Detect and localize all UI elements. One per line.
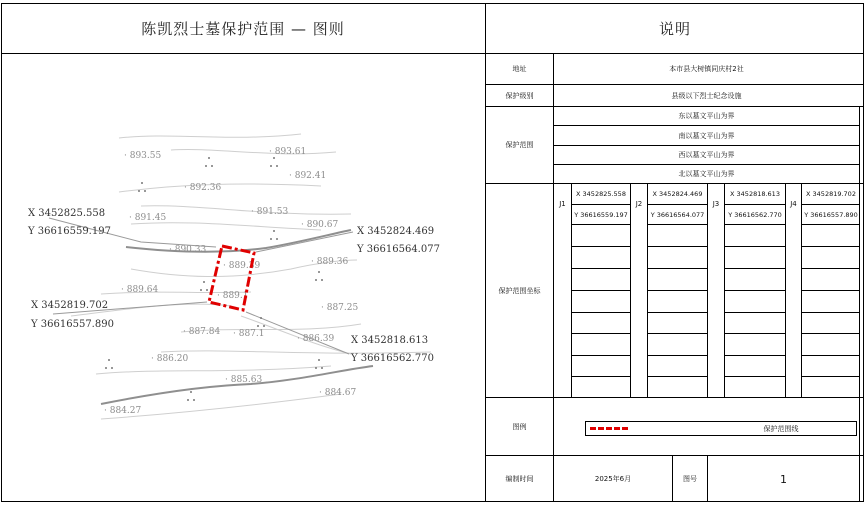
elevation-label: · 891.53: [251, 207, 289, 217]
legend-line-sample: [590, 427, 628, 430]
grid-rule: [572, 376, 630, 377]
contour-line: [141, 206, 351, 214]
elevation-label: · 884.67: [319, 388, 357, 398]
elevation-label: · 887.1: [233, 329, 265, 339]
coord-x-label: X 3452819.702: [31, 300, 109, 311]
grid-rule: [802, 376, 859, 377]
point-j3-y: Y 36616562.770: [728, 210, 782, 219]
grass-symbol: [105, 359, 113, 369]
address-label: 地址: [512, 65, 527, 73]
coord-x-label: X 3452818.613: [351, 335, 429, 346]
contour-line: [119, 134, 301, 138]
point-j2-x: X 3452824.469: [652, 190, 703, 198]
grid-rule: [648, 204, 707, 205]
point-j2-y: Y 36616564.077: [650, 210, 705, 219]
grid-rule: [802, 224, 859, 225]
range-north: 北以墓文平山为界: [678, 170, 735, 178]
grid-rule: [725, 312, 785, 313]
elevation-label: · 893.61: [269, 147, 307, 157]
coord-y-label: Y 36616564.077: [357, 244, 440, 255]
elevation-label: · 892.36: [184, 183, 222, 193]
elevation-label: · 889.1: [217, 291, 249, 301]
grid-rule: [648, 355, 707, 356]
point-j4-x: X 3452819.702: [806, 190, 856, 198]
elevation-label: · 890.33: [169, 245, 207, 255]
leader-line: [256, 232, 353, 252]
date-value: 2025年6月: [594, 475, 632, 483]
contour-line: [126, 230, 351, 252]
grid-rule: [725, 355, 785, 356]
level-label: 保护级别: [505, 91, 534, 100]
range-south: 南以墓文平山为界: [678, 131, 735, 140]
elevation-label: · 886.39: [297, 334, 335, 344]
grid-rule: [802, 333, 859, 334]
grid-rule: [725, 204, 785, 205]
grid-rule: [725, 268, 785, 269]
address-value: 本市县大树镇同庆村2社: [669, 65, 744, 73]
point-id-j1: J1: [559, 200, 566, 208]
grid-rule: [572, 312, 630, 313]
grid-rule: [572, 333, 630, 334]
grid-rule: [572, 268, 630, 269]
coord-y-label: Y 36616559.197: [28, 226, 111, 237]
elevation-label: · 889.39: [223, 261, 261, 271]
grass-symbol: [138, 182, 146, 192]
coord-x-label: X 3452824.469: [357, 226, 435, 237]
elevation-label: · 889.64: [121, 285, 159, 295]
grass-symbol: [315, 359, 323, 369]
grid-rule: [572, 204, 630, 205]
range-west: 西以墓文平山为界: [678, 151, 735, 159]
point-j1-x: X 3452825.558: [576, 190, 626, 198]
grid-rule: [648, 290, 707, 291]
point-j4-y: Y 36616557.890: [804, 210, 858, 219]
coordinate-labels: [27, 208, 440, 364]
point-j1-y: Y 36616559.197: [574, 210, 628, 219]
elevation-label: · 887.25: [321, 303, 359, 313]
grass-symbol: [270, 230, 278, 240]
legend-label: 图例: [512, 422, 527, 431]
grid-rule: [725, 376, 785, 377]
level-value: 县级以下烈士纪念设施: [671, 91, 742, 100]
grid-rule: [572, 290, 630, 291]
contour-line: [96, 366, 331, 374]
elevation-label: · 887.84: [183, 327, 221, 337]
elevation-label: · 886.20: [151, 354, 189, 364]
elevation-label: · 891.45: [129, 213, 167, 223]
range-right-rule: [859, 106, 860, 183]
grass-symbol: [205, 157, 213, 167]
point-j3-x: X 3452818.613: [730, 190, 780, 198]
grass-symbol: [315, 271, 323, 281]
grid-rule: [648, 312, 707, 313]
grass-symbol: [187, 391, 195, 401]
grid-rule: [802, 355, 859, 356]
grid-rule: [725, 333, 785, 334]
grass-symbol: [200, 281, 208, 291]
grid-rule: [648, 224, 707, 225]
grid-rule: [802, 246, 859, 247]
grid-rule: [648, 246, 707, 247]
grid-rule: [648, 268, 707, 269]
grid-rule: [648, 333, 707, 334]
grid-rule: [572, 355, 630, 356]
sheet-value: 1: [780, 472, 787, 486]
grid-rule: [572, 224, 630, 225]
contour-line: [131, 223, 321, 230]
topographic-map: [1, 54, 485, 502]
elevation-label: · 890.67: [301, 220, 339, 230]
vegetation-symbols: [105, 157, 323, 401]
elevation-label: · 884.27: [104, 406, 142, 416]
footer-right-rule: [859, 397, 860, 502]
legend-text: 保护范围线: [763, 424, 799, 433]
elevation-label: · 893.55: [124, 151, 162, 161]
grid-rule: [725, 246, 785, 247]
grid-rule: [572, 246, 630, 247]
contour-line: [171, 149, 336, 153]
coord-y-label: Y 36616562.770: [351, 353, 434, 364]
range-east: 东以墓文平山为界: [678, 112, 735, 120]
sheet-label: 图号: [683, 475, 697, 483]
point-id-j4: J4: [790, 200, 797, 208]
elevation-label: · 885.63: [225, 375, 263, 385]
coords-label: 保护范围坐标: [498, 286, 541, 295]
grid-rule: [648, 376, 707, 377]
notes-title: 说明: [658, 19, 691, 38]
grid-rule: [802, 312, 859, 313]
grid-rule: [802, 268, 859, 269]
map-title: 陈凯烈士墓保护范围 — 图则: [141, 19, 345, 38]
legend-box: [585, 421, 857, 436]
date-label: 编制时间: [505, 475, 534, 483]
grid-rule: [725, 224, 785, 225]
grass-symbol: [270, 157, 278, 167]
elevation-label: · 892.41: [289, 171, 327, 181]
coord-y-label: Y 36616557.890: [31, 319, 114, 330]
grid-rule: [802, 290, 859, 291]
elevation-label: · 889.36: [311, 257, 349, 267]
grid-rule: [802, 204, 859, 205]
point-id-j2: J2: [635, 200, 643, 208]
grid-rule: [725, 290, 785, 291]
point-id-j3: J3: [712, 200, 720, 208]
range-label: 保护范围: [505, 141, 534, 149]
coord-x-label: X 3452825.558: [28, 208, 106, 219]
